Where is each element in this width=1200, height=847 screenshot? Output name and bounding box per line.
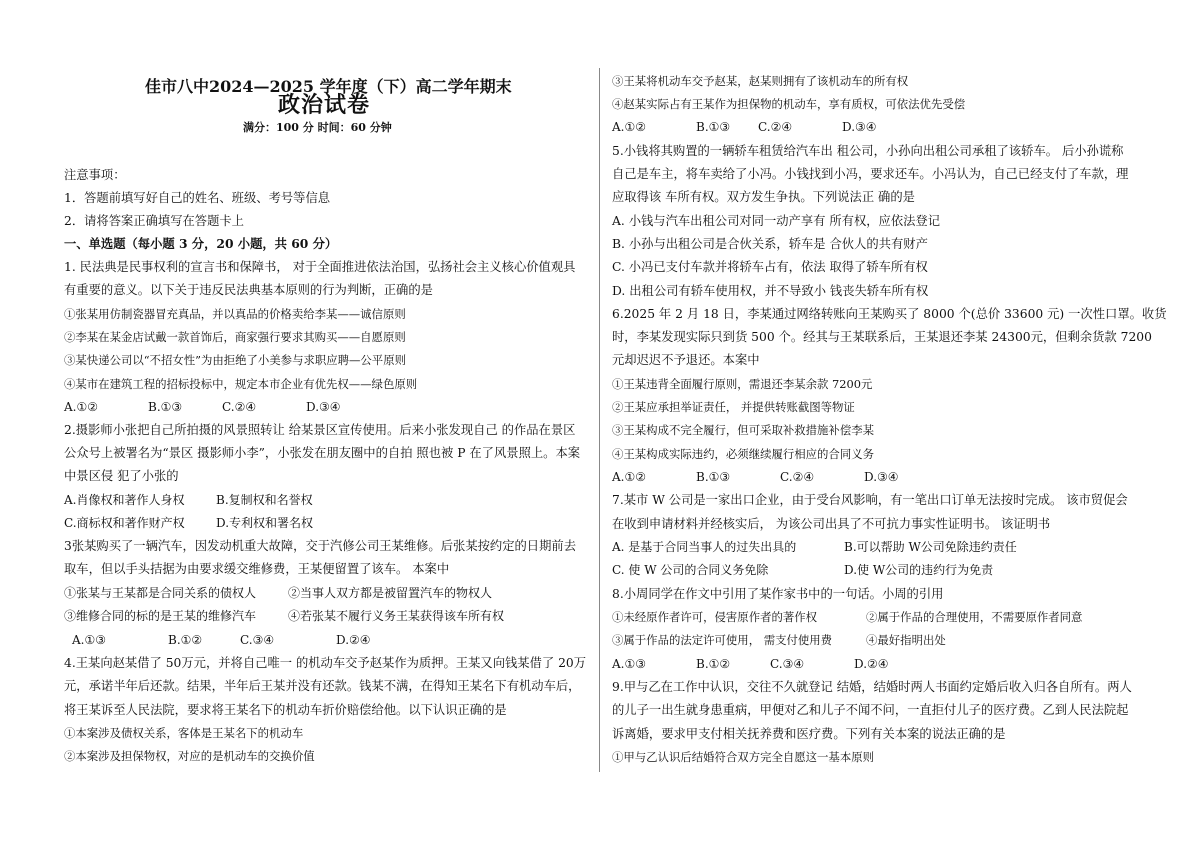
question-text: 在收到申请材料并经核实后， 为该公司出具了不可抗力事实性证明书。 该证明书 [612,517,1051,531]
answer-options [64,492,313,508]
question-text: 公众号上被署名为“景区 摄影师小李”，小张发在朋友圈中的自拍 照也被 P 在了风景照上。本案 [64,446,581,460]
question-item: ①甲与乙认识后结婚符合双方完全自愿这一基本原则 [612,750,874,764]
exam-title: 佳市八中2024—2025 学年度（下）高二学年期末 [145,77,512,96]
option: A.肖像权和著作人身权 [64,493,185,507]
question-text: 诉离婚，要求甲支付相关抚养费和医疗费。下列有关本案的说法正确的是 [612,727,1006,741]
option: D.③④ [306,400,341,414]
answer-options [612,119,877,135]
question-items [64,585,492,601]
question-text: 自己是车主，将车卖给了小冯。小钱找到小冯，要求还车。小冯认为，自己已经支付了车款，理 [612,167,1129,181]
answer-options [612,469,899,485]
question-item: ②本案涉及担保物权，对应的是机动车的交换价值 [64,749,315,763]
question-items [612,632,946,648]
option: D. 出租公司有轿车使用权，并不导致小 钱丧失轿车所有权 [612,284,929,298]
option: D.专利权和署名权 [216,516,314,530]
question-item: ①本案涉及债权关系，客体是王某名下的机动车 [64,726,304,740]
question-item: ①张某用仿制瓷器冒充真品，并以真品的价格卖给李某——诚信原则 [64,307,406,321]
exam-meta: 满分：100 分 时间：60 分钟 [243,121,392,134]
question-text: 时，李某发现实际只到货 500 个。经其与王某联系后，王某退还李某 24300元，但剩余货款 7200 [612,330,1152,344]
option: D.③④ [842,120,877,134]
question-text: 3张某购买了一辆汽车，因发动机重大故障，交于汽修公司王某维修。后张某按约定的日期前去 [64,539,576,553]
option: D.②④ [336,633,371,647]
answer-options [612,539,1017,555]
question-items [612,609,1082,625]
question-item: ④最好指明出处 [866,633,946,647]
question-text: 的儿子一出生就身患重病，甲便对乙和儿子不闻不问，一直拒付儿子的医疗费。乙到人民法院起 [612,703,1129,717]
option: B.①③ [148,400,183,414]
question-text: 应取得该 车所有权。双方发生争执。下列说法正 确的是 [612,190,915,204]
question-text: 8.小周同学在作文中引用了某作家书中的一句话。小周的引用 [612,587,944,601]
question-item: ④若张某不履行义务王某获得该车所有权 [288,609,505,623]
option: C.②④ [758,120,793,134]
question-item: ②王某应承担举证责任， 并提供转账截图等物证 [612,400,855,414]
question-item: ②当事人双方都是被留置汽车的物权人 [288,586,493,600]
option: C.②④ [780,470,815,484]
question-text: 元，承诺半年后还款。结果，半年后王某并没有还款。钱某不满，在得知王某名下有机动车后， [64,679,581,693]
option: B.复制权和名誉权 [216,493,313,507]
question-text: 将王某诉至人民法院，要求将王某名下的机动车折价赔偿给他。以下认识正确的是 [64,703,507,717]
option: C.商标权和著作财产权 [64,516,185,530]
question-item: ②李某在某金店试戴一款首饰后，商家强行要求其购买——自愿原则 [64,330,406,344]
option: A.①② [64,400,98,414]
question-item: ③王某将机动车交予赵某，赵某则拥有了该机动车的所有权 [612,74,909,88]
answer-options [64,515,313,531]
question-item: ②属于作品的合理使用，不需要原作者同意 [866,610,1083,624]
option: A. 小钱与汽车出租公司对同一动产享有 所有权，应依法登记 [612,214,941,228]
option: B.可以帮助 W公司免除违约责任 [844,540,1017,554]
notice-heading: 注意事项： [64,168,126,182]
option: D.使 W公司的违约行为免责 [844,563,994,577]
question-text: 取车，但以手头拮据为由要求缓交维修费，王某便留置了该车。 本案中 [64,562,450,576]
answer-options [612,562,993,578]
question-text: 元却迟迟不予退还。本案中 [612,353,760,367]
exam-subject: 政治试卷 [278,92,371,118]
question-item: ④王某构成实际违约，必须继续履行相应的合同义务 [612,447,874,461]
column-divider [599,68,600,772]
question-item: ①张某与王某都是合同关系的债权人 [64,586,257,600]
option: D.③④ [864,470,899,484]
option: C. 使 W 公司的合同义务免除 [612,563,769,577]
option: B.①② [696,657,731,671]
option: D.②④ [854,657,889,671]
option: A.①② [612,470,646,484]
question-text: 7.某市 W 公司是一家出口企业，由于受台风影响，有一笔出口订单无法按时完成。 该市贸促会 [612,493,1128,507]
option: C.②④ [222,400,257,414]
question-text: 1. 民法典是民事权利的宣言书和保障书， 对于全面推进依法治国，弘扬社会主义核心价值观具 [64,260,576,274]
section-heading: 一、单选题（每小题 3 分，20 小题，共 60 分） [64,236,338,251]
question-text: 有重要的意义。以下关于违反民法典基本原则的行为判断，正确的是 [64,283,433,297]
question-item: ③王某构成不完全履行，但可采取补救措施补偿李某 [612,423,874,437]
option: A.①③ [72,633,106,647]
notice-item: 2．请将答案正确填写在答题卡上 [64,214,244,228]
option: C.③④ [240,633,275,647]
question-item: ①王某违背全面履行原则，需退还李某余款 7200元 [612,377,873,391]
question-text: 5.小钱将其购置的一辆轿车租赁给汽车出 租公司，小孙向出租公司承租了该轿车。 后小孙谎称 [612,144,1124,158]
question-item: ③属于作品的法定许可使用， 需支付使用费 [612,633,833,647]
option: B.①② [168,633,203,647]
option: A.①③ [612,657,646,671]
option: C.③④ [770,657,805,671]
question-item: ④某市在建筑工程的招标投标中，规定本市企业有优先权——绿色原则 [64,377,418,391]
question-items [64,608,504,624]
question-text: 中景区侵 犯了小张的 [64,469,179,483]
option: B.①③ [696,120,731,134]
question-item: ④赵某实际占有王某作为担保物的机动车，享有质权，可依法优先受偿 [612,97,966,111]
answer-options [612,656,889,672]
question-item: ①未经原作者许可，侵害原作者的著作权 [612,610,818,624]
option: B.①③ [696,470,731,484]
option: A. 是基于合同当事人的过失出具的 [612,540,797,554]
option: C. 小冯已支付车款并将轿车占有，依法 取得了轿车所有权 [612,260,928,274]
answer-options [64,399,341,415]
option: B. 小孙与出租公司是合伙关系，轿车是 合伙人的共有财产 [612,237,928,251]
question-text: 4.王某向赵某借了 50万元，并将自己唯一 的机动车交予赵某作为质押。王某又向钱某借了 20万 [64,656,587,670]
question-text: 9.甲与乙在工作中认识，交往不久就登记 结婚，结婚时两人书面约定婚后收入归各自所有。两人 [612,680,1132,694]
question-item: ③维修合同的标的是王某的维修汽车 [64,609,257,623]
question-item: ③某快递公司以“不招女性”为由拒绝了小美参与求职应聘—公平原则 [64,353,406,367]
option: A.①② [612,120,646,134]
answer-options [72,632,371,648]
question-text: 6.2025 年 2 月 18 日，李某通过网络转账向王某购买了 8000 个(总价 33600 元) 一次性口罩。收货 [612,307,1167,321]
notice-item: 1．答题前填写好自己的姓名、班级、考号等信息 [64,191,331,205]
question-text: 2.摄影师小张把自己所拍摄的风景照转让 给某景区宣传使用。后来小张发现自己 的作品在景区 [64,423,576,437]
